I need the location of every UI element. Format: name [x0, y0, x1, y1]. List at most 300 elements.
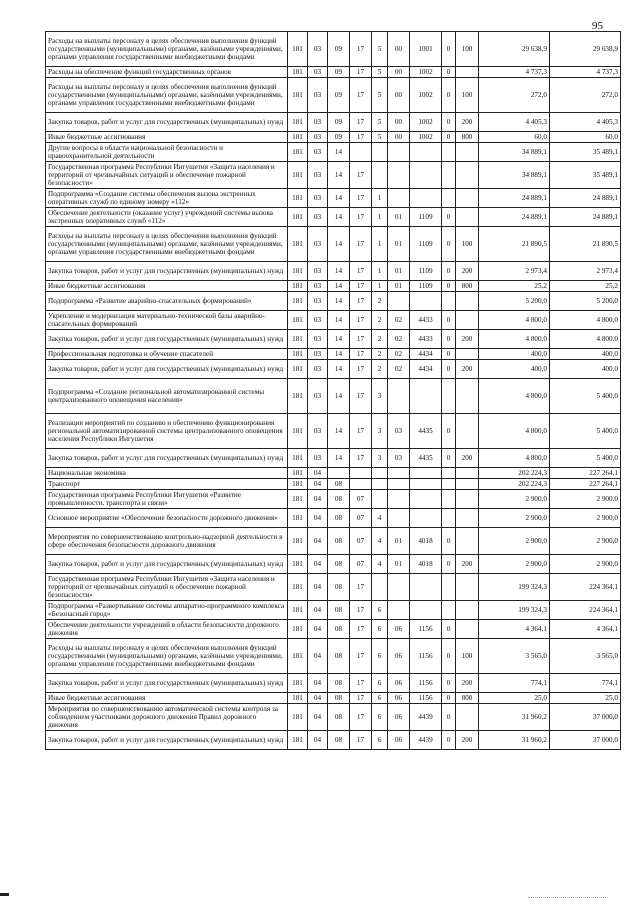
row-code-9: 200 [456, 360, 479, 379]
row-code-6: 02 [388, 360, 410, 379]
table-row [46, 227, 621, 262]
row-code-1: 181 [288, 262, 308, 281]
scan-rule [528, 897, 608, 898]
row-code-3: 14 [328, 262, 350, 281]
row-code-4: 17 [350, 639, 372, 674]
row-code-7: 1002 [410, 67, 442, 78]
row-code-9 [456, 574, 479, 601]
row-code-3: 08 [328, 601, 350, 620]
row-code-8: 0 [442, 620, 456, 639]
table-row [46, 360, 621, 379]
table-row [46, 67, 621, 78]
table-row [46, 601, 621, 620]
row-value-year-2: 400,0 [550, 360, 621, 379]
row-code-1: 181 [288, 574, 308, 601]
row-code-6: 01 [388, 227, 410, 262]
row-code-5: 2 [372, 330, 388, 349]
row-code-2: 03 [308, 414, 328, 449]
row-code-7: 4435 [410, 414, 442, 449]
row-code-3: 08 [328, 555, 350, 574]
row-code-9 [456, 208, 479, 227]
row-value-year-2: 4 800,0 [550, 311, 621, 330]
row-code-6: 01 [388, 208, 410, 227]
row-code-6 [388, 162, 410, 189]
row-code-2: 03 [308, 162, 328, 189]
row-value-year-2: 5 400,0 [550, 449, 621, 468]
row-code-8: 0 [442, 330, 456, 349]
row-code-2: 03 [308, 349, 328, 360]
row-code-6 [388, 509, 410, 528]
row-code-1: 181 [288, 414, 308, 449]
row-code-8: 0 [442, 693, 456, 704]
row-value-year-1: 199 324,3 [479, 601, 550, 620]
row-value-year-1: 24 889,1 [479, 189, 550, 208]
row-value-year-1: 2 900,0 [479, 528, 550, 555]
row-name: Закупка товаров, работ и услуг для государственных (муниципальных) нужд [46, 555, 288, 574]
row-code-9 [456, 67, 479, 78]
row-code-8: 0 [442, 32, 456, 67]
page-number: 95 [592, 20, 603, 32]
row-code-7 [410, 479, 442, 490]
row-code-9: 200 [456, 731, 479, 750]
table-row [46, 468, 621, 479]
row-code-4: 17 [350, 674, 372, 693]
row-name: Иные бюджетные ассигнования [46, 132, 288, 143]
row-value-year-2: 227 264,1 [550, 468, 621, 479]
row-code-9: 800 [456, 693, 479, 704]
row-code-4: 17 [350, 227, 372, 262]
row-code-9 [456, 490, 479, 509]
row-code-8 [442, 189, 456, 208]
table-row [46, 281, 621, 292]
row-code-3: 14 [328, 360, 350, 379]
row-code-9 [456, 509, 479, 528]
row-code-1: 181 [288, 349, 308, 360]
row-code-5 [372, 574, 388, 601]
row-code-2: 03 [308, 360, 328, 379]
row-value-year-1: 4 405,3 [479, 113, 550, 132]
row-code-1: 181 [288, 281, 308, 292]
row-value-year-1: 272,0 [479, 78, 550, 113]
row-code-5: 6 [372, 674, 388, 693]
row-code-5: 5 [372, 67, 388, 78]
row-code-2: 03 [308, 132, 328, 143]
row-code-2: 03 [308, 208, 328, 227]
row-code-7 [410, 574, 442, 601]
row-code-9 [456, 414, 479, 449]
row-code-1: 181 [288, 704, 308, 731]
row-code-4: 17 [350, 349, 372, 360]
row-value-year-1: 21 890,5 [479, 227, 550, 262]
row-code-8: 0 [442, 67, 456, 78]
row-code-3: 08 [328, 693, 350, 704]
row-value-year-1: 34 889,1 [479, 162, 550, 189]
row-code-2: 03 [308, 32, 328, 67]
table-row [46, 490, 621, 509]
row-code-8: 0 [442, 360, 456, 379]
row-code-7: 1156 [410, 620, 442, 639]
table-row [46, 509, 621, 528]
row-code-1: 181 [288, 674, 308, 693]
row-code-5: 6 [372, 639, 388, 674]
row-code-7: 1156 [410, 693, 442, 704]
row-code-5 [372, 143, 388, 162]
row-code-5: 5 [372, 132, 388, 143]
row-name: Укрепление и модернизация материально-технической базы аварийно-спасательных формирований [46, 311, 288, 330]
row-code-4: 17 [350, 449, 372, 468]
row-code-5: 6 [372, 601, 388, 620]
row-code-4 [350, 143, 372, 162]
row-code-7: 4434 [410, 349, 442, 360]
row-code-8: 0 [442, 449, 456, 468]
row-value-year-2: 2 900,0 [550, 509, 621, 528]
row-code-6: 06 [388, 639, 410, 674]
row-code-7 [410, 509, 442, 528]
table-row [46, 262, 621, 281]
row-code-1: 181 [288, 490, 308, 509]
row-value-year-1: 2 900,0 [479, 555, 550, 574]
row-code-5: 3 [372, 379, 388, 414]
row-code-8: 0 [442, 78, 456, 113]
row-code-9 [456, 143, 479, 162]
row-code-4: 17 [350, 292, 372, 311]
row-code-3: 14 [328, 281, 350, 292]
row-code-6: 06 [388, 620, 410, 639]
row-code-2: 04 [308, 479, 328, 490]
row-code-2: 03 [308, 281, 328, 292]
row-value-year-2: 2 973,4 [550, 262, 621, 281]
row-code-4 [350, 479, 372, 490]
row-code-7 [410, 490, 442, 509]
row-value-year-1: 774,1 [479, 674, 550, 693]
row-code-8: 0 [442, 349, 456, 360]
row-code-9 [456, 601, 479, 620]
row-code-4: 17 [350, 414, 372, 449]
row-value-year-2: 4 364,1 [550, 620, 621, 639]
row-code-2: 03 [308, 189, 328, 208]
table-row [46, 731, 621, 750]
row-code-8: 0 [442, 639, 456, 674]
row-name: Расходы на выплаты персоналу в целях обеспечения выполнения функций государственными (муниципальными) органами, казёнными учреждениями, органами управления государственными внебюджетными фондами [46, 639, 288, 674]
row-value-year-2: 37 000,0 [550, 704, 621, 731]
row-code-6 [388, 143, 410, 162]
row-value-year-2: 5 400,0 [550, 414, 621, 449]
row-code-9 [456, 349, 479, 360]
row-name: Транспорт [46, 479, 288, 490]
row-code-5: 3 [372, 414, 388, 449]
table-row [46, 143, 621, 162]
table-row [46, 292, 621, 311]
row-code-9 [456, 292, 479, 311]
row-value-year-1: 2 900,0 [479, 490, 550, 509]
row-code-9 [456, 704, 479, 731]
table-row [46, 132, 621, 143]
row-value-year-2: 35 489,1 [550, 143, 621, 162]
row-code-2: 04 [308, 693, 328, 704]
row-code-4: 17 [350, 78, 372, 113]
row-code-7: 4435 [410, 449, 442, 468]
row-code-1: 181 [288, 360, 308, 379]
table-row [46, 189, 621, 208]
row-code-2: 04 [308, 639, 328, 674]
row-code-4: 17 [350, 693, 372, 704]
row-code-1: 181 [288, 379, 308, 414]
row-code-7: 4018 [410, 528, 442, 555]
row-name: Закупка товаров, работ и услуг для государственных (муниципальных) нужд [46, 262, 288, 281]
row-code-5: 5 [372, 113, 388, 132]
row-code-1: 181 [288, 555, 308, 574]
row-value-year-2: 5 400,0 [550, 379, 621, 414]
row-name: Реализация мероприятий по созданию и обеспечению функционирования региональной автоматизированной системы централизованного оповещения населения Республики Ингушетия [46, 414, 288, 449]
row-code-8 [442, 601, 456, 620]
row-code-1: 181 [288, 528, 308, 555]
row-name: Подпрограмма «Развертывание системы аппаратно-программного комплекса «Безопасный город» [46, 601, 288, 620]
row-value-year-1: 34 889,1 [479, 143, 550, 162]
row-code-2: 04 [308, 555, 328, 574]
row-value-year-1: 400,0 [479, 360, 550, 379]
table-row [46, 528, 621, 555]
row-code-3: 08 [328, 509, 350, 528]
row-code-2: 04 [308, 468, 328, 479]
table-row [46, 693, 621, 704]
row-value-year-1: 4 800,0 [479, 311, 550, 330]
row-code-6: 00 [388, 32, 410, 67]
row-code-1: 181 [288, 32, 308, 67]
row-code-9: 100 [456, 32, 479, 67]
row-code-9 [456, 189, 479, 208]
row-value-year-2: 24 889,1 [550, 208, 621, 227]
row-code-1: 181 [288, 208, 308, 227]
row-code-7: 4434 [410, 360, 442, 379]
row-code-8: 0 [442, 731, 456, 750]
row-code-2: 03 [308, 143, 328, 162]
row-value-year-2: 2 900,0 [550, 555, 621, 574]
row-code-6: 01 [388, 262, 410, 281]
row-code-6 [388, 468, 410, 479]
row-value-year-2: 4 737,3 [550, 67, 621, 78]
row-code-2: 03 [308, 113, 328, 132]
table-row [46, 479, 621, 490]
table-row [46, 639, 621, 674]
row-code-8: 0 [442, 281, 456, 292]
row-code-5: 1 [372, 189, 388, 208]
row-code-2: 04 [308, 620, 328, 639]
row-value-year-1: 4 800,0 [479, 330, 550, 349]
row-code-4: 17 [350, 281, 372, 292]
row-name: Расходы на выплаты персоналу в целях обеспечения выполнения функций государственными (муниципальными) органами, казёнными учреждениями, органами управления государственными внебюджетными фондами [46, 32, 288, 67]
row-value-year-1: 2 900,0 [479, 509, 550, 528]
row-value-year-2: 60,0 [550, 132, 621, 143]
row-code-2: 03 [308, 330, 328, 349]
row-name: Обеспечение деятельности учреждений в области безопасности дорожного движения [46, 620, 288, 639]
row-code-4: 17 [350, 262, 372, 281]
row-code-3: 09 [328, 78, 350, 113]
row-code-5: 1 [372, 227, 388, 262]
row-code-3: 08 [328, 620, 350, 639]
table-row [46, 414, 621, 449]
row-code-5: 2 [372, 349, 388, 360]
row-name: Иные бюджетные ассигнования [46, 693, 288, 704]
table-row [46, 620, 621, 639]
row-code-5 [372, 479, 388, 490]
table-row [46, 674, 621, 693]
row-code-8 [442, 292, 456, 311]
row-code-2: 04 [308, 731, 328, 750]
row-value-year-2: 35 489,1 [550, 162, 621, 189]
row-value-year-1: 5 200,0 [479, 292, 550, 311]
row-code-1: 181 [288, 311, 308, 330]
row-code-9 [456, 379, 479, 414]
row-code-2: 03 [308, 449, 328, 468]
row-value-year-1: 4 364,1 [479, 620, 550, 639]
row-code-8 [442, 162, 456, 189]
row-code-9 [456, 620, 479, 639]
table-row [46, 311, 621, 330]
row-code-1: 181 [288, 449, 308, 468]
row-code-1: 181 [288, 731, 308, 750]
row-name: Закупка товаров, работ и услуг для государственных (муниципальных) нужд [46, 449, 288, 468]
row-code-4: 17 [350, 189, 372, 208]
row-code-1: 181 [288, 132, 308, 143]
row-value-year-1: 202 224,3 [479, 479, 550, 490]
table-row [46, 208, 621, 227]
row-value-year-1: 4 737,3 [479, 67, 550, 78]
row-code-6: 03 [388, 449, 410, 468]
row-code-7: 1156 [410, 674, 442, 693]
row-name: Основное мероприятие «Обеспечение безопасности дорожного движения» [46, 509, 288, 528]
row-value-year-1: 199 324,3 [479, 574, 550, 601]
row-value-year-2: 4 405,3 [550, 113, 621, 132]
row-code-1: 181 [288, 78, 308, 113]
row-code-8: 0 [442, 227, 456, 262]
row-code-1: 181 [288, 639, 308, 674]
row-code-5: 1 [372, 262, 388, 281]
row-code-2: 03 [308, 292, 328, 311]
row-code-6: 01 [388, 281, 410, 292]
table-row [46, 162, 621, 189]
row-name: Расходы на выплаты персоналу в целях обеспечения выполнения функций государственными (муниципальными) органами, казёнными учреждениями, органами управления государственными внебюджетными фондами [46, 78, 288, 113]
row-code-6 [388, 601, 410, 620]
row-code-2: 03 [308, 227, 328, 262]
row-code-9: 200 [456, 674, 479, 693]
table-row [46, 379, 621, 414]
row-code-9: 200 [456, 449, 479, 468]
row-code-3: 09 [328, 113, 350, 132]
row-name: Закупка товаров, работ и услуг для государственных (муниципальных) нужд [46, 360, 288, 379]
row-code-7: 1156 [410, 639, 442, 674]
row-code-4: 07 [350, 509, 372, 528]
row-code-6: 01 [388, 528, 410, 555]
row-value-year-2: 37 000,0 [550, 731, 621, 750]
row-value-year-2: 2 900,0 [550, 528, 621, 555]
row-code-4: 17 [350, 601, 372, 620]
table-row [46, 574, 621, 601]
row-code-3: 08 [328, 674, 350, 693]
row-code-9: 200 [456, 113, 479, 132]
row-code-4: 17 [350, 379, 372, 414]
row-code-4 [350, 468, 372, 479]
row-value-year-2: 227 264,1 [550, 479, 621, 490]
row-code-9: 100 [456, 639, 479, 674]
row-code-8: 0 [442, 208, 456, 227]
row-code-4: 17 [350, 311, 372, 330]
row-name: Государственная программа Республики Ингушетия «Защита населения и территорий от чрезвычайных ситуаций и обеспечение пожарной безопасности» [46, 574, 288, 601]
row-code-3: 14 [328, 143, 350, 162]
row-code-3: 14 [328, 189, 350, 208]
row-value-year-1: 3 565,0 [479, 639, 550, 674]
row-name: Мероприятия по совершенствованию автоматической системы контроля за соблюдением участниками дорожного движения Правил дорожного движения [46, 704, 288, 731]
row-code-4: 17 [350, 113, 372, 132]
row-code-1: 181 [288, 601, 308, 620]
row-value-year-2: 2 900,0 [550, 490, 621, 509]
row-code-6: 06 [388, 704, 410, 731]
row-code-3: 14 [328, 414, 350, 449]
row-name: Профессиональная подготовка и обучение спасателей [46, 349, 288, 360]
row-code-2: 03 [308, 262, 328, 281]
row-code-1: 181 [288, 693, 308, 704]
row-name: Иные бюджетные ассигнования [46, 281, 288, 292]
row-name: Закупка товаров, работ и услуг для государственных (муниципальных) нужд [46, 731, 288, 750]
budget-table-body [46, 32, 621, 750]
row-code-1: 181 [288, 330, 308, 349]
row-value-year-2: 3 565,0 [550, 639, 621, 674]
row-code-3: 08 [328, 731, 350, 750]
row-code-9 [456, 479, 479, 490]
row-code-8 [442, 468, 456, 479]
row-code-7 [410, 601, 442, 620]
row-code-5: 5 [372, 78, 388, 113]
row-code-3: 09 [328, 32, 350, 67]
row-value-year-1: 31 960,2 [479, 731, 550, 750]
row-code-7: 4018 [410, 555, 442, 574]
row-code-5: 3 [372, 449, 388, 468]
row-code-2: 04 [308, 509, 328, 528]
row-code-2: 04 [308, 528, 328, 555]
row-value-year-1: 202 224,3 [479, 468, 550, 479]
row-value-year-1: 31 960,2 [479, 704, 550, 731]
row-code-3: 09 [328, 132, 350, 143]
row-value-year-1: 4 800,0 [479, 414, 550, 449]
row-value-year-2: 29 638,9 [550, 32, 621, 67]
row-code-4: 17 [350, 704, 372, 731]
row-value-year-2: 224 364,1 [550, 601, 621, 620]
row-code-6: 00 [388, 132, 410, 143]
row-code-9 [456, 468, 479, 479]
row-name: Национальная экономика [46, 468, 288, 479]
row-code-8: 0 [442, 262, 456, 281]
row-code-6: 06 [388, 693, 410, 704]
row-code-7: 4439 [410, 704, 442, 731]
row-name: Расходы на обеспечение функций государственных органов [46, 67, 288, 78]
row-code-4: 17 [350, 330, 372, 349]
row-code-7: 1109 [410, 208, 442, 227]
row-code-6: 06 [388, 674, 410, 693]
row-value-year-2: 25,2 [550, 281, 621, 292]
row-code-2: 04 [308, 704, 328, 731]
row-value-year-2: 774,1 [550, 674, 621, 693]
row-value-year-2: 24 889,1 [550, 189, 621, 208]
row-code-1: 181 [288, 509, 308, 528]
row-code-3: 14 [328, 208, 350, 227]
scan-edge-mark [0, 893, 9, 896]
row-code-5: 1 [372, 208, 388, 227]
row-code-7: 1109 [410, 227, 442, 262]
row-value-year-2: 400,0 [550, 349, 621, 360]
row-code-7: 1002 [410, 78, 442, 113]
row-code-3: 14 [328, 449, 350, 468]
row-code-7: 1002 [410, 132, 442, 143]
table-row [46, 449, 621, 468]
